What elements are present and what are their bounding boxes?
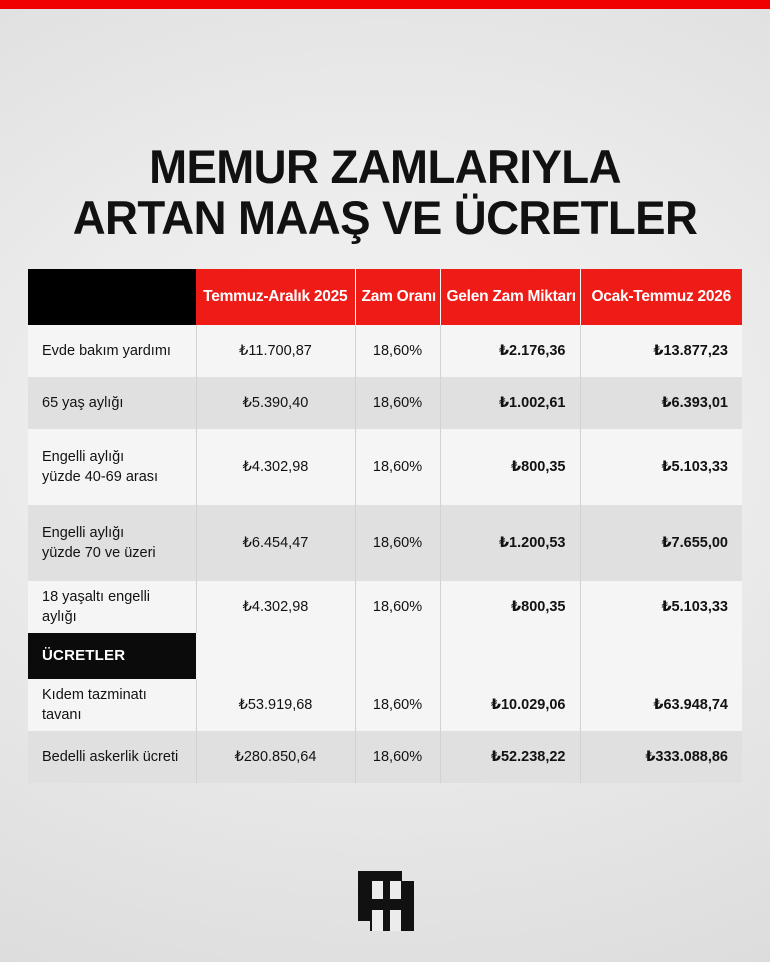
row-rate: 18,60% — [355, 377, 440, 429]
table-body — [28, 325, 742, 783]
row-period-new: ₺13.877,23 — [580, 325, 742, 377]
row-rate: 18,60% — [355, 731, 440, 783]
row-label-line-1: 18 yaşaltı engelli aylığı — [42, 589, 151, 625]
table-row — [28, 731, 742, 783]
logo-h-crossbar — [372, 899, 401, 910]
header-rate: Zam Oranı — [355, 269, 440, 325]
row-period-new: ₺333.088,86 — [580, 731, 742, 783]
rates-table — [28, 269, 742, 783]
header-period-old: Temmuz-Aralık 2025 — [196, 269, 355, 325]
row-rate: 18,60% — [355, 429, 440, 505]
page-canvas — [0, 9, 770, 962]
row-label — [28, 679, 196, 731]
row-label — [28, 581, 196, 633]
section-divider-fill — [196, 633, 355, 679]
row-label — [28, 505, 196, 581]
row-rate: 18,60% — [355, 505, 440, 581]
section-divider-fill — [440, 633, 580, 679]
row-increase: ₺10.029,06 — [440, 679, 580, 731]
table-row — [28, 505, 742, 581]
row-period-new: ₺5.103,33 — [580, 581, 742, 633]
header-increase: Gelen Zam Miktarı — [440, 269, 580, 325]
row-period-old: ₺280.850,64 — [196, 731, 355, 783]
row-label — [28, 325, 196, 377]
table-row — [28, 325, 742, 377]
row-label-line-1: Engelli aylığı — [42, 449, 125, 465]
row-period-old: ₺6.454,47 — [196, 505, 355, 581]
row-period-new: ₺6.393,01 — [580, 377, 742, 429]
row-label-line-1: Evde bakım yardımı — [42, 343, 171, 359]
row-increase: ₺1.200,53 — [440, 505, 580, 581]
row-increase: ₺800,35 — [440, 581, 580, 633]
row-increase: ₺800,35 — [440, 429, 580, 505]
section-divider-fill — [355, 633, 440, 679]
page-title — [0, 141, 770, 243]
row-period-old: ₺11.700,87 — [196, 325, 355, 377]
section-divider-label: ÜCRETLER — [28, 633, 196, 679]
row-rate: 18,60% — [355, 581, 440, 633]
row-label — [28, 429, 196, 505]
row-increase: ₺1.002,61 — [440, 377, 580, 429]
row-period-old: ₺53.919,68 — [196, 679, 355, 731]
row-increase: ₺2.176,36 — [440, 325, 580, 377]
row-period-new: ₺7.655,00 — [580, 505, 742, 581]
hurriyet-logo-icon — [358, 871, 414, 933]
section-divider-row — [28, 633, 742, 679]
row-period-new: ₺63.948,74 — [580, 679, 742, 731]
table-row — [28, 581, 742, 633]
row-rate: 18,60% — [355, 325, 440, 377]
row-label-line-1: Kıdem tazminatı tavanı — [42, 687, 147, 723]
row-label-line-1: 65 yaş aylığı — [42, 395, 124, 411]
table-header-row — [28, 269, 742, 325]
row-period-old: ₺4.302,98 — [196, 429, 355, 505]
row-increase: ₺52.238,22 — [440, 731, 580, 783]
table-head — [28, 269, 742, 325]
row-label-line-1: Engelli aylığı — [42, 525, 125, 541]
table-row — [28, 377, 742, 429]
row-label-line-2: yüzde 40-69 arası — [42, 469, 159, 485]
rates-table-container — [28, 269, 742, 783]
title-line-1: MEMUR ZAMLARIYLA — [149, 140, 621, 193]
header-blank — [28, 269, 196, 325]
row-label — [28, 731, 196, 783]
row-rate: 18,60% — [355, 679, 440, 731]
section-divider-fill — [580, 633, 742, 679]
row-period-old: ₺5.390,40 — [196, 377, 355, 429]
row-label-line-1: Bedelli askerlik ücreti — [42, 749, 179, 765]
table-row — [28, 429, 742, 505]
row-label-line-2: yüzde 70 ve üzeri — [42, 545, 156, 561]
row-period-new: ₺5.103,33 — [580, 429, 742, 505]
table-row — [28, 679, 742, 731]
header-period-new: Ocak-Temmuz 2026 — [580, 269, 742, 325]
row-label — [28, 377, 196, 429]
title-line-2: ARTAN MAAŞ VE ÜCRETLER — [72, 191, 698, 244]
top-accent-bar — [0, 0, 770, 9]
row-period-old: ₺4.302,98 — [196, 581, 355, 633]
